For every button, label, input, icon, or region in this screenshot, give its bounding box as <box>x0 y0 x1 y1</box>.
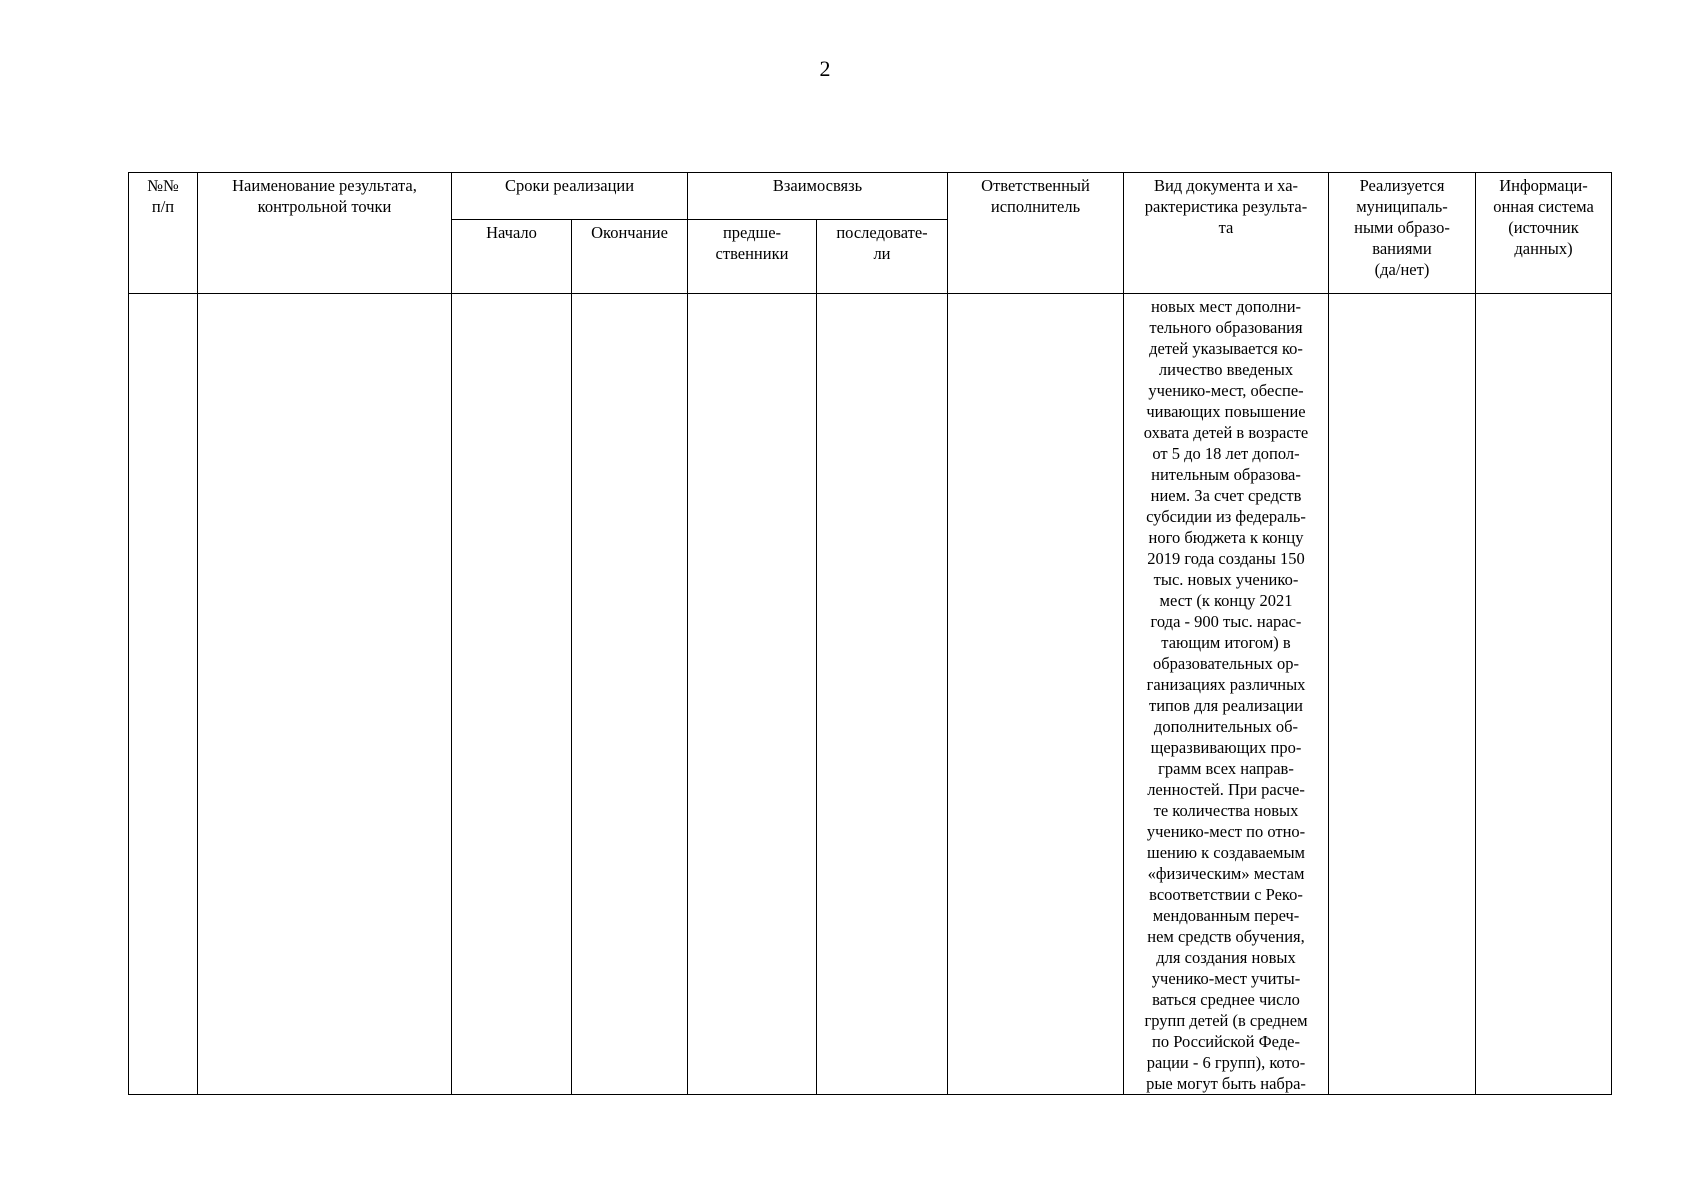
description-line: чивающих повышение <box>1146 402 1306 421</box>
description-line: 2019 года созданы 150 <box>1147 549 1305 568</box>
description-line: мендованным переч- <box>1152 906 1300 925</box>
page-number: 2 <box>819 56 831 81</box>
description-line: ученико-мест, обеспе- <box>1148 381 1304 400</box>
description-line: тающим итогом) в <box>1161 633 1291 652</box>
description-line: личество введеных <box>1158 360 1294 379</box>
description-line: рации - 6 групп), кото- <box>1146 1053 1306 1072</box>
description-line: нительным образова- <box>1151 465 1301 484</box>
cell-executor <box>948 294 1124 1095</box>
header-start: Начало <box>452 220 572 294</box>
header-relation: Взаимосвязь <box>688 173 948 220</box>
header-successors: последовате- ли <box>817 220 948 294</box>
description-line: ленностей. При расче- <box>1147 780 1305 799</box>
description-line: всоответствии с Реко- <box>1149 885 1303 904</box>
description-line: те количества новых <box>1153 801 1299 820</box>
table-row <box>129 294 1612 1095</box>
description-line: нием. За счет средств <box>1150 486 1302 505</box>
header-result-name: Наименование результата, контрольной точки <box>198 173 452 294</box>
description-line: «физическим» местам <box>1147 864 1305 883</box>
description-line: ученико-мест учиты- <box>1151 969 1301 988</box>
description-line: дополнительных об- <box>1153 717 1299 736</box>
cell-document-description <box>1124 294 1329 1095</box>
implementation-plan-table <box>128 172 1612 1095</box>
description-line: типов для реализации <box>1148 696 1304 715</box>
cell-municipal <box>1329 294 1476 1095</box>
description-line: рые могут быть набра- <box>1146 1074 1306 1093</box>
description-line: года - 900 тыс. нарас- <box>1150 612 1302 631</box>
header-end: Окончание <box>572 220 688 294</box>
description-line: грамм всех направ- <box>1158 759 1294 778</box>
description-line: по Российской Феде- <box>1151 1032 1300 1051</box>
description-line: новых мест дополни- <box>1150 297 1302 316</box>
cell-number <box>129 294 198 1095</box>
header-predecessors: предше- ственники <box>688 220 817 294</box>
description-line: образовательных ор- <box>1153 654 1299 673</box>
description-line: ученико-мест по отно- <box>1146 822 1306 841</box>
table-header <box>129 173 1612 294</box>
cell-end <box>572 294 688 1095</box>
description-line: детей указывается ко- <box>1149 339 1303 358</box>
description-line: субсидии из федераль- <box>1146 507 1306 526</box>
description-line: ганизациях различных <box>1146 675 1306 694</box>
header-document-type: Вид документа и ха- рактеристика результа- та <box>1124 173 1329 294</box>
description-line: мест (к концу 2021 <box>1159 591 1293 610</box>
description-line: тельного образования <box>1149 318 1303 337</box>
description-line: групп детей (в среднем <box>1144 1011 1308 1030</box>
description-line: шению к создаваемым <box>1147 843 1305 862</box>
description-line: нем средств обучения, <box>1147 927 1305 946</box>
cell-predecessors <box>688 294 817 1095</box>
cell-successors <box>817 294 948 1095</box>
description-line: ного бюджета к концу <box>1148 528 1304 547</box>
header-municipal: Реализуется муниципаль- ными образо- ваниями (да/нет) <box>1329 173 1476 294</box>
description-line: ваться среднее число <box>1152 990 1300 1009</box>
description-line: для создания новых <box>1156 948 1296 967</box>
header-info-system: Информаци- онная система (источник данных) <box>1476 173 1612 294</box>
description-line: тыс. новых ученико- <box>1153 570 1299 589</box>
description-line: щеразвивающих про- <box>1150 738 1302 757</box>
header-deadlines: Сроки реализации <box>452 173 688 220</box>
cell-result-name <box>198 294 452 1095</box>
description-line: от 5 до 18 лет допол- <box>1152 444 1300 463</box>
header-number: №№ п/п <box>129 173 198 294</box>
header-executor: Ответственный исполнитель <box>948 173 1124 294</box>
cell-info-system <box>1476 294 1612 1095</box>
description-line: охвата детей в возрасте <box>1143 423 1309 442</box>
cell-start <box>452 294 572 1095</box>
